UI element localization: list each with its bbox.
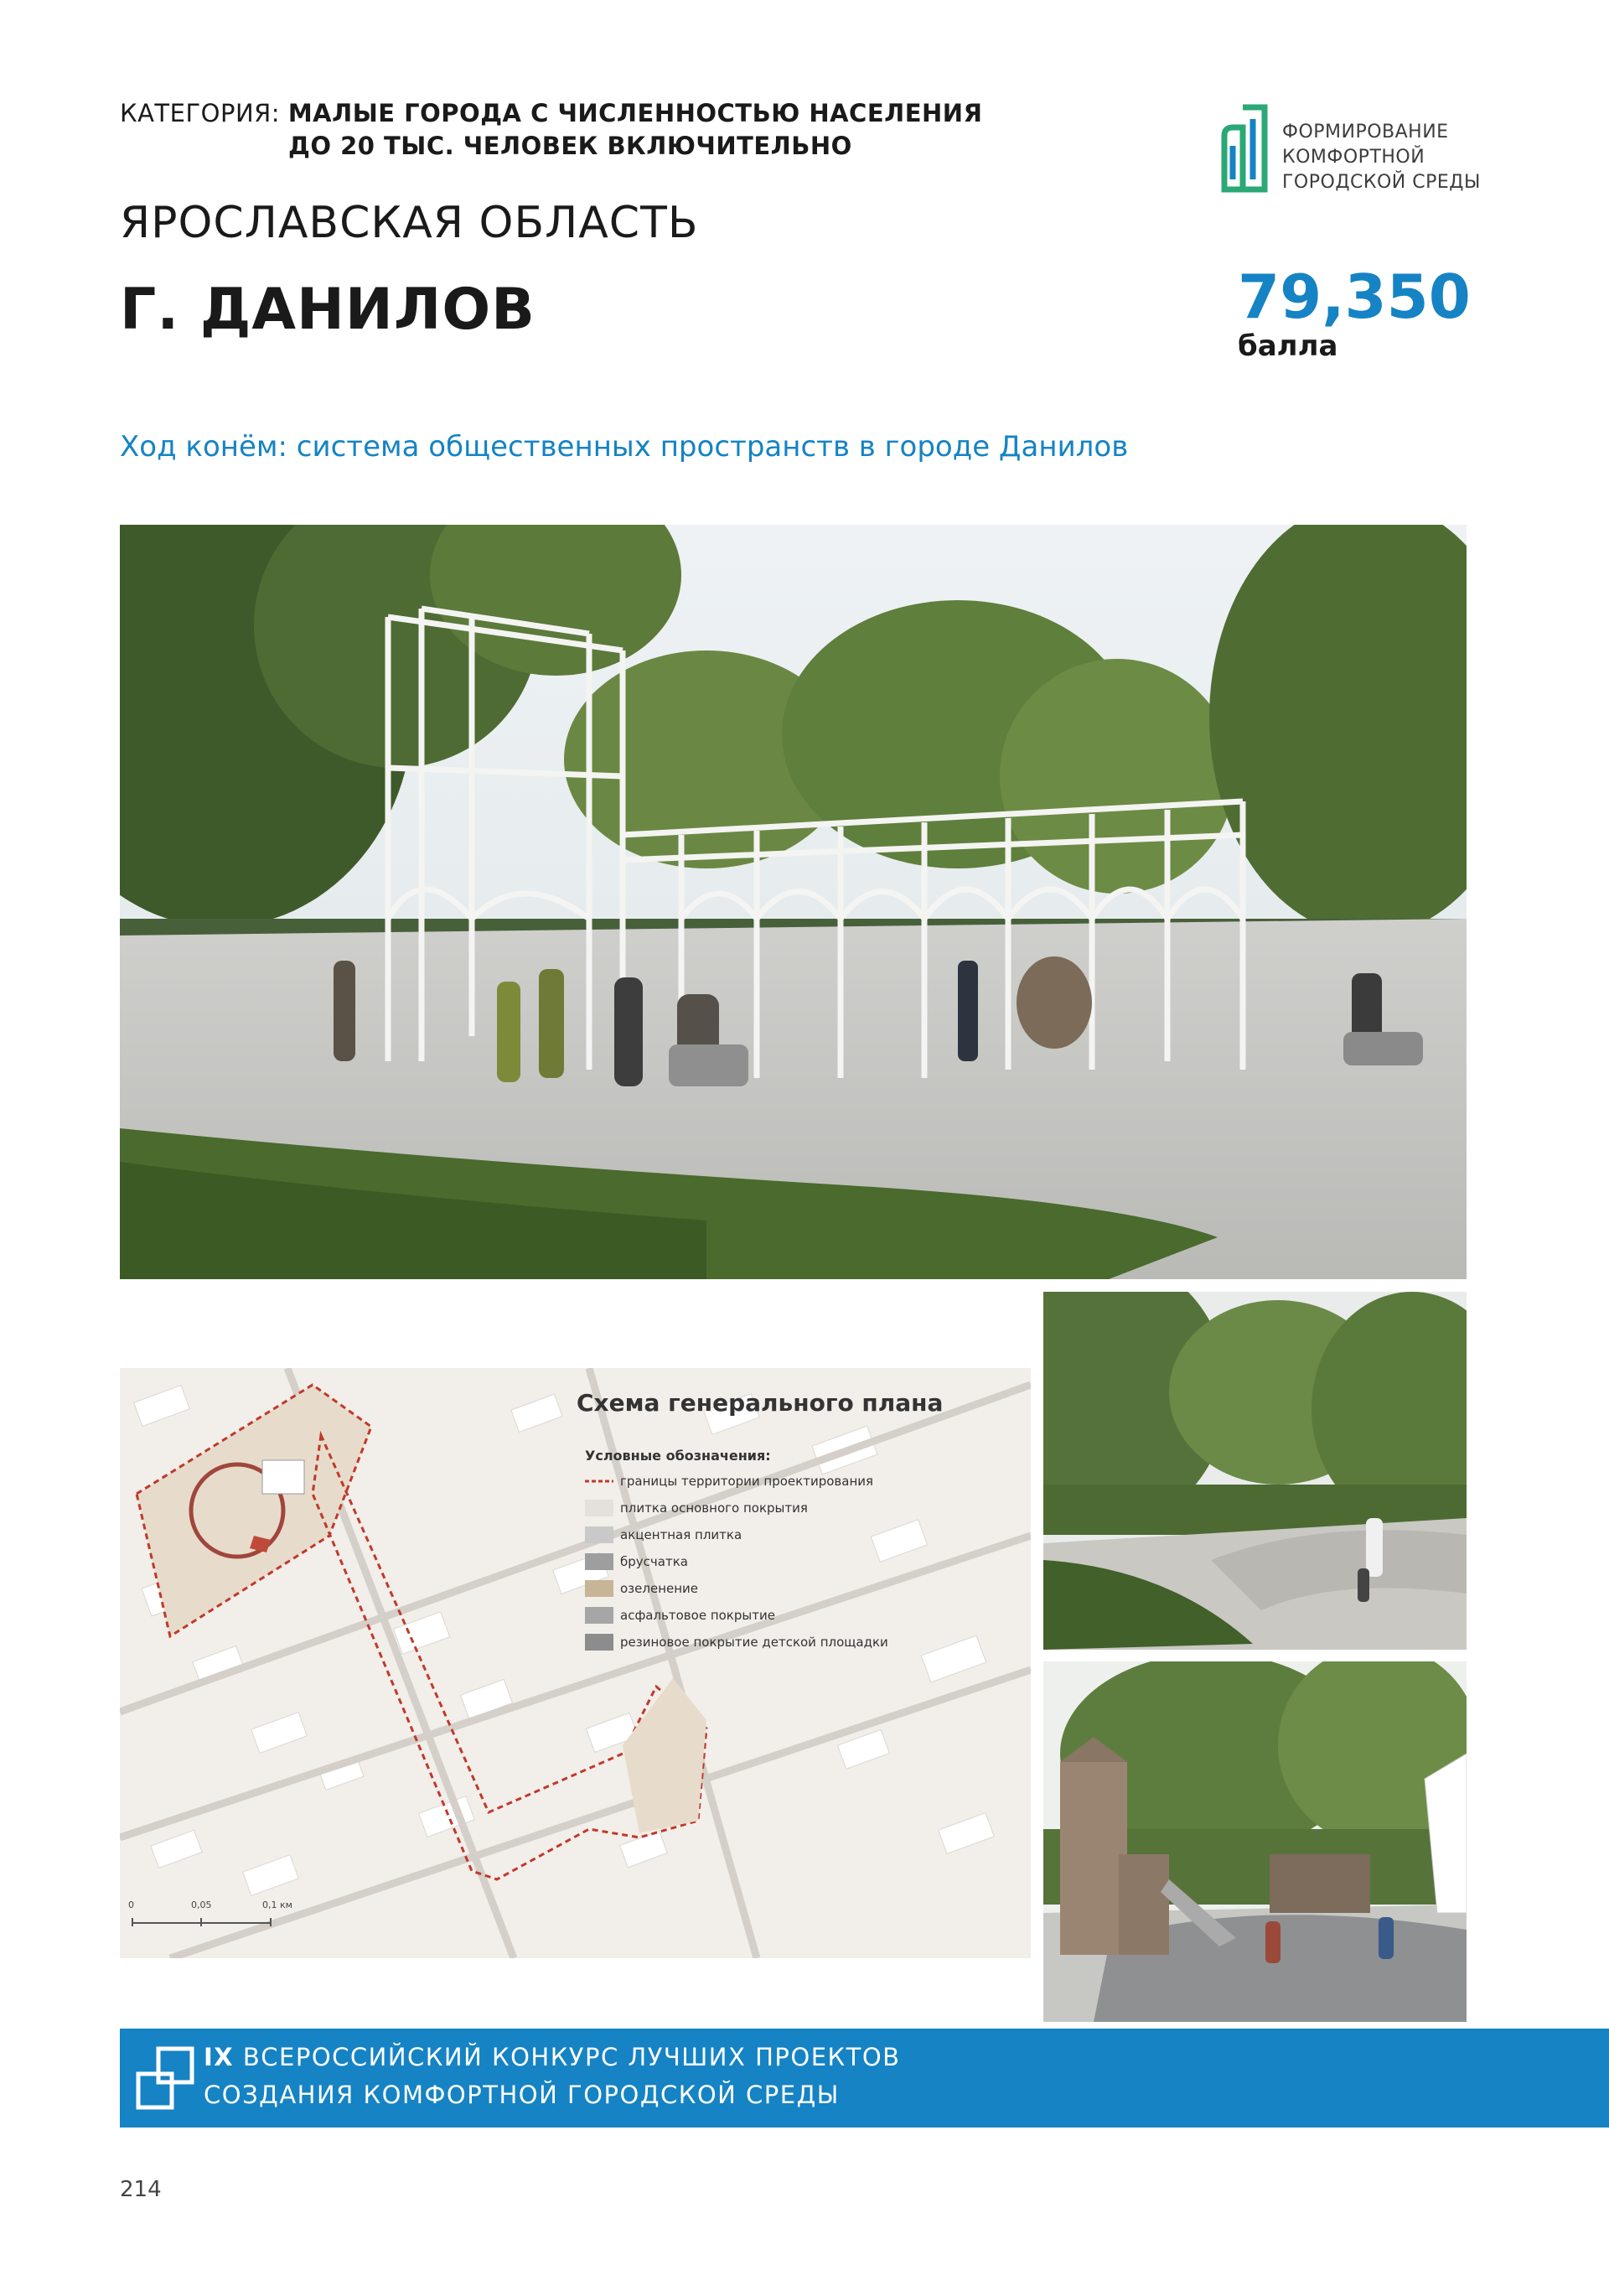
competition-banner: [120, 2029, 1609, 2128]
banner-line-2: СОЗДАНИЯ КОМФОРТНОЙ ГОРОДСКОЙ СРЕДЫ: [204, 2081, 840, 2109]
logo-line-2: КОМФОРТНОЙ: [1282, 147, 1425, 168]
legend-swatch: [585, 1553, 613, 1570]
legend-label: границы территории проектирования: [620, 1474, 874, 1489]
scale-label-0: 0: [128, 1900, 134, 1910]
score-value: 79,350: [1238, 262, 1471, 332]
scale-bar: [128, 1913, 296, 1930]
banner-line-1: [204, 2043, 901, 2071]
playground-render-photo: [1043, 1661, 1467, 2022]
master-plan-map: [120, 1368, 1031, 1958]
category-name-1: МАЛЫЕ ГОРОДА С ЧИСЛЕННОСТЬЮ НАСЕЛЕНИЯ: [287, 99, 983, 127]
plan-title: Схема генерального плана: [577, 1389, 944, 1417]
plan-legend-title: Условные обозначения:: [585, 1448, 771, 1464]
main-render-photo: [120, 525, 1467, 1279]
category-line-2: [288, 132, 852, 160]
legend-swatch: [585, 1500, 613, 1516]
city-title: Г. ДАНИЛОВ: [120, 277, 535, 343]
legend-swatch: [585, 1473, 613, 1490]
legend-label: плитка основного покрытия: [620, 1500, 808, 1516]
category-line-1: [120, 99, 982, 127]
legend-swatch: [585, 1607, 613, 1624]
legend-swatch: [585, 1634, 613, 1651]
logo-text: [1282, 120, 1481, 195]
project-title: Ход конём: система общественных пространств в городе Данилов: [120, 430, 1129, 464]
category-name-2: ДО 20 ТЫС. ЧЕЛОВЕК ВКЛЮЧИТЕЛЬНО: [288, 132, 852, 160]
logo-line-3: ГОРОДСКОЙ СРЕДЫ: [1282, 172, 1481, 193]
legend-swatch: [585, 1526, 613, 1543]
page-number: 214: [120, 2177, 162, 2202]
region-title: ЯРОСЛАВСКАЯ ОБЛАСТЬ: [120, 198, 699, 248]
scale-label-1: 0,05: [191, 1900, 212, 1910]
legend-label: озеленение: [620, 1581, 699, 1596]
legend-swatch: [585, 1580, 613, 1597]
legend-label: брусчатка: [620, 1554, 688, 1569]
amphitheatre-render-photo: [1043, 1292, 1467, 1650]
scale-label-2: 0,1 км: [262, 1900, 292, 1910]
score-unit: балла: [1238, 329, 1338, 363]
banner-roman: IX: [204, 2043, 235, 2071]
city-environment-logo-icon: [1218, 102, 1270, 194]
logo-line-1: ФОРМИРОВАНИЕ: [1282, 122, 1449, 143]
legend-label: резиновое покрытие детской площадки: [620, 1635, 888, 1650]
category-prefix: КАТЕГОРИЯ:: [120, 99, 281, 127]
competition-logo-icon: [135, 2045, 197, 2111]
legend-label: асфальтовое покрытие: [620, 1608, 775, 1623]
banner-line-1-text: ВСЕРОССИЙСКИЙ КОНКУРС ЛУЧШИХ ПРОЕКТОВ: [242, 2043, 901, 2071]
legend-label: акцентная плитка: [620, 1527, 742, 1542]
